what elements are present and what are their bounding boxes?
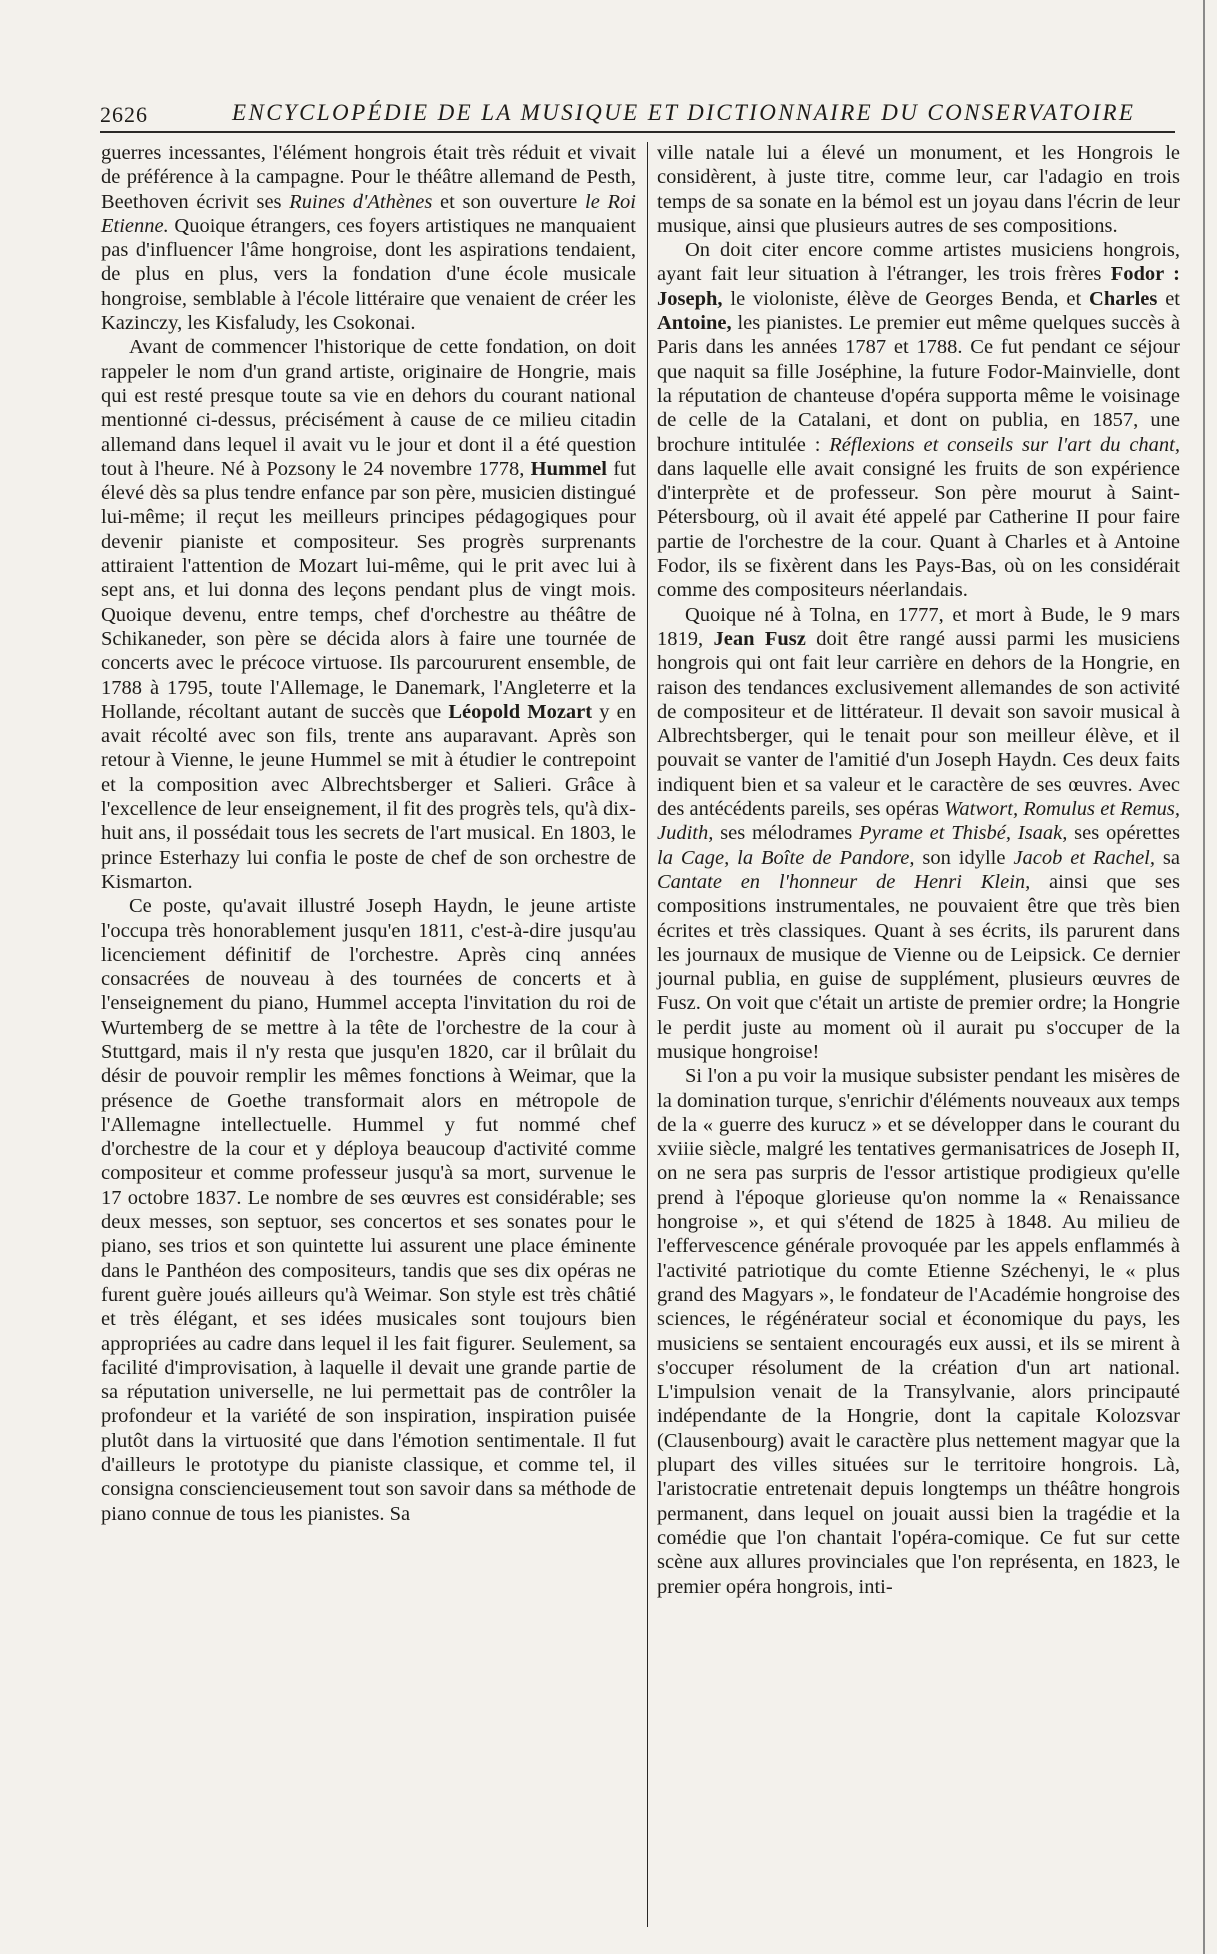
paragraph: guerres incessantes, l'élément hongrois était très réduit et vivait de préférence à la campagne. Pour le théâtre allemand de Pesth, Beethoven écrivit ses Ruines d'Athènes et son ouverture le Roi Etienne. Quoique étrangers, ces foyers artistiques ne manquaient pas d'influencer l'âme hongroise, dont les aspirations tendaient, de plus en plus, vers la fondation d'une école musicale hongroise, semblable à l'école littéraire que venaient de créer les Kazinczy, les Kisfaludy, les Csokonai. — [101, 142, 636, 335]
paragraph: Quoique né à Tolna, en 1777, et mort à Bude, le 9 mars 1819, Jean Fusz doit être rangé aussi parmi les musiciens hongrois qui ont fait leur carrière en dehors de la Hongrie, en raison des tendances exclusivement allemandes de son activité de compositeur et de littérateur. Il devait son savoir musical à Albrechtsberger, qui le tenait pour son meilleur élève, et il pouvait se vanter de l'amitié d'un Joseph Haydn. Ces deux faits indiquent bien et sa valeur et le caractère de ses œuvres. Avec des antécédents pareils, ses opéras Watwort, Romulus et Remus, Judith, ses mélodrames Pyrame et Thisbé, Isaak, ses opérettes la Cage, la Boîte de Pandore, son idylle Jacob et Rachel, sa Cantate en l'honneur de Henri Klein, ainsi que ses compositions instrumentales, ne pouvaient être que très bien écrites et très classiques. Quant à ses écrits, ils parurent dans les journaux de musique de Vienne ou de Leipsick. Ce dernier journal publia, en guise de supplément, plusieurs œuvres de Fusz. On voit que c'était un artiste de premier ordre; la Hongrie le perdit juste au moment où il aurait pu s'occuper de la musique hongroise! — [657, 603, 1181, 1063]
column-divider — [647, 142, 648, 1927]
header-rule — [100, 131, 1175, 133]
running-title: ENCYCLOPÉDIE DE LA MUSIQUE ET DICTIONNAIRE DU CONSERVATOIRE — [232, 100, 1136, 125]
page-number: 2626 — [100, 102, 148, 127]
paragraph: ville natale lui a élevé un monument, et les Hongrois le considèrent, à juste titre, comme leur, car l'adagio en trois temps de sa sonate en la bémol est un joyau dans l'écrin de leur musique, ainsi que plusieurs autres de ses compositions. — [657, 142, 1180, 237]
paragraph: Avant de commencer l'historique de cette fondation, on doit rappeler le nom d'un grand artiste, originaire de Hongrie, mais qui est resté presque toute sa vie en dehors du courant national mentionné ci-dessus, précisément à cause de ce milieu citadin allemand dans lequel il avait vu le jour et dont il a été question tout à l'heure. Né à Pozsony le 24 novembre 1778, Hummel fut élevé dès sa plus tendre enfance par son père, musicien distingué lui-même; il reçut les meilleurs principes pédagogiques pour devenir pianiste et compositeur. Ses progrès surprenants attiraient l'attention de Mozart lui-même, qui le prit avec lui à sept ans, et lui donna des leçons pendant plus de vingt mois. Quoique devenu, entre temps, chef d'orchestre au théâtre de Schikaneder, son père se décida alors à faire une tournée de concerts avec le précoce virtuose. Ils parcoururent ensemble, de 1788 à 1795, toute l'Allemage, le Danemark, l'Angleterre et la Hollande, récoltant autant de succès que Léopold Mozart y en avait récolté avec son fils, trente ans auparavant. Après son retour à Vienne, le jeune Hummel se mit à étudier le contrepoint et la composition avec Albrechtsberger et Salieri. Grâce à l'excellence de leur enseignement, il fit des progrès tels, qu'à dix-huit ans, il possédait tous les secrets de l'art musical. En 1803, le prince Esterhazy lui confia le poste de chef de son orchestre de Kismarton. — [101, 336, 636, 893]
left-column — [101, 141, 636, 1526]
paragraph: On doit citer encore comme artistes musiciens hongrois, ayant fait leur situation à l'étranger, les trois frères Fodor : Joseph, le violoniste, élève de Georges Benda, et Charles et Antoine, les pianistes. Le premier eut même quelques succès à Paris dans les années 1787 et 1788. Ce fut pendant ce séjour que naquit sa fille Joséphine, la future Fodor-Mainvielle, dont la réputation de chanteuse d'opéra supporta même le voisinage de celle de la Catalani, et dont on publia, en 1857, une brochure intitulée : Réflexions et conseils sur l'art du chant, dans laquelle elle avait consigné les fruits de son expérience d'interprète et de professeur. Son père mourut à Saint-Pétersbourg, où il avait été appelé par Catherine II pour faire partie de l'orchestre de la cour. Quant à Charles et à Antoine Fodor, ils se fixèrent dans les Pays-Bas, où on les considérait comme des compositeurs néerlandais. — [657, 239, 1180, 602]
paragraph: Ce poste, qu'avait illustré Joseph Haydn, le jeune artiste l'occupa très honorablement jusqu'en 1811, c'est-à-dire jusqu'au licenciement définitif de l'orchestre. Après cinq années consacrées de nouveau à des tournées de concerts et à l'enseignement du piano, Hummel accepta l'invitation du roi de Wurtemberg de se mettre à la tête de l'orchestre de la cour à Stuttgard, mais il n'y resta que jusqu'en 1820, car il brûlait du désir de pouvoir remplir les mêmes fonctions à Weimar, que la présence de Goethe transformait alors en métropole de l'Allemagne intellectuelle. Hummel y fut nommé chef d'orchestre de la cour et y déploya beaucoup d'activité comme compositeur et comme professeur jusqu'à sa mort, survenue le 17 octobre 1837. Le nombre de ses œuvres est considérable; ses deux messes, son septuor, ses concertos et ses sonates pour le piano, ses trios et son quintette lui assurent une place éminente dans le Panthéon des compositeurs, tandis que ses dix opéras ne furent guère joués ailleurs qu'à Weimar. Son style est très châtié et très élégant, et ses idées musicales sont toujours bien appropriées au cadre dans lequel il les fait figurer. Seulement, sa facilité d'improvisation, à laquelle il devait une grande partie de sa réputation universelle, ne lui permettait pas de contrôler la profondeur et la variété de son inspiration, inspiration puisée plutôt dans la virtuosité que dans l'émotion sentimentale. Il fut d'ailleurs le prototype du pianiste classique, et comme tel, il consigna consciencieusement tout son savoir dans sa méthode de piano connue de tous les pianistes. Sa — [101, 895, 636, 1525]
paragraph: Si l'on a pu voir la musique subsister pendant les misères de la domination turque, s'enrichir d'éléments nouveaux aux temps de la « guerre des kurucz » et se développer dans le courant du xviiie siècle, malgré les tentatives germanisatrices de Joseph II, on ne sera pas surpris de l'essor artistique prodigieux qu'elle prend à l'époque glorieuse qu'on nomme la « Renaissance hongroise », et qui s'étend de 1825 à 1848. Au milieu de l'effervescence générale provoquée par les appels enflammés à l'activité patriotique du comte Etienne Széchenyi, le « plus grand des Magyars », le fondateur de l'Académie hongroise des sciences, le régénérateur social et économique du pays, les musiciens se sentaient encouragés eux aussi, et ils se mirent à s'occuper résolument de la création d'un art national. L'impulsion venait de la Transylvanie, alors principauté indépendante de la Hongrie, dont la capitale Kolozsvar (Clausenbourg) avait le caractère plus nettement magyar que la plupart des villes situées sur le territoire hongrois. Là, l'aristocratie entretenait depuis longtemps un théâtre hongrois permanent, dans lequel on jouait aussi bien la tragédie et la comédie que l'on chantait l'opéra-comique. Ce fut sur cette scène aux allures provinciales que l'on représenta, en 1823, le premier opéra hongrois, inti- — [657, 1065, 1180, 1598]
page-edge-rule — [1203, 0, 1205, 1954]
right-column — [657, 141, 1180, 1599]
